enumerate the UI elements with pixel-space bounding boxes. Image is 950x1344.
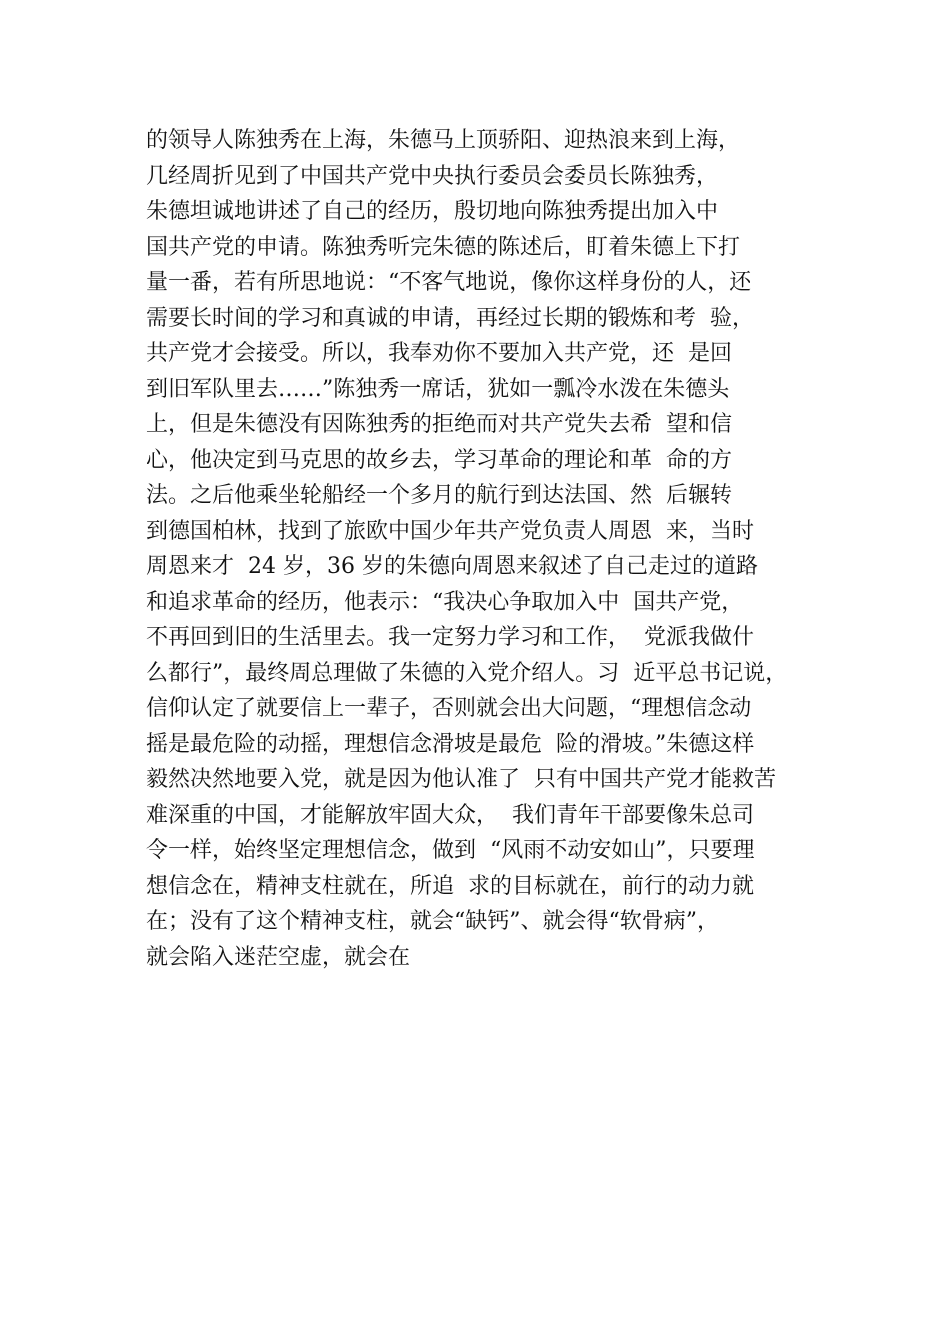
text-line: 就会陷入迷茫空虚，就会在 bbox=[146, 944, 411, 970]
text-line: 国共产党的申请。陈独秀听完朱德的陈述后，盯着朱德上下打 bbox=[146, 234, 741, 260]
text-line: 上，但是朱德没有因陈独秀的拒绝而对共产党失去希 望和信 bbox=[146, 412, 732, 437]
text-line: 信仰认定了就要信上一辈子，否则就会出大问题，“理想信念动 bbox=[146, 696, 752, 721]
text-line: 到德国柏林，找到了旅欧中国少年共产党负责人周恩 来，当时 bbox=[146, 518, 754, 544]
text-line: 量一番，若有所思地说：“不客气地说，像你这样身份的人，还 bbox=[146, 270, 752, 295]
text-line: 到旧军队里去……”陈独秀一席话，犹如一瓢冷水泼在朱德头 bbox=[146, 376, 730, 402]
body-paragraph bbox=[146, 123, 846, 975]
text-line: 在；没有了这个精神支柱，就会“缺钙”、就会得“软骨病”， bbox=[146, 909, 719, 934]
text-line: 毅然决然地要入党，就是因为他认准了 只有中国共产党才能救苦 bbox=[146, 767, 776, 792]
text-line: 几经周折见到了中国共产党中央执行委员会委员长陈独秀， bbox=[146, 163, 719, 189]
text-line: 想信念在，精神支柱就在，所追 求的目标就在，前行的动力就 bbox=[146, 873, 754, 899]
text-line: 难深重的中国，才能解放牢固大众， 我们青年干部要像朱总司 bbox=[146, 802, 754, 828]
text-line: 令一样，始终坚定理想信念，做到 “风雨不动安如山”，只要理 bbox=[146, 838, 755, 863]
text-line: 朱德坦诚地讲述了自己的经历，殷切地向陈独秀提出加入中 bbox=[146, 199, 719, 224]
text-line: 周恩来才 24 岁，36 岁的朱德向周恩来叙述了自己走过的道路 bbox=[146, 554, 758, 579]
text-line: 需要长时间的学习和真诚的申请，再经过长期的锻炼和考 验， bbox=[146, 305, 754, 331]
text-line: 么都行”，最终周总理做了朱德的入党介绍人。习 近平总书记说， bbox=[146, 660, 788, 686]
text-line: 和追求革命的经历，他表示：“我决心争取加入中 国共产党， bbox=[146, 589, 744, 615]
text-line: 法。之后他乘坐轮船经一个多月的航行到达法国、然 后辗转 bbox=[146, 483, 732, 508]
text-line: 的领导人陈独秀在上海，朱德马上顶骄阳、迎热浪来到上海， bbox=[146, 128, 741, 153]
text-line: 共产党才会接受。所以，我奉劝你不要加入共产党，还 是回 bbox=[146, 341, 732, 366]
text-line: 心，他决定到马克思的故乡去，学习革命的理论和革 命的方 bbox=[146, 447, 732, 473]
text-line: 不再回到旧的生活里去。我一定努力学习和工作， 党派我做什 bbox=[146, 625, 754, 650]
text-line: 摇是最危险的动摇，理想信念滑坡是最危 险的滑坡。”朱德这样 bbox=[146, 731, 755, 757]
